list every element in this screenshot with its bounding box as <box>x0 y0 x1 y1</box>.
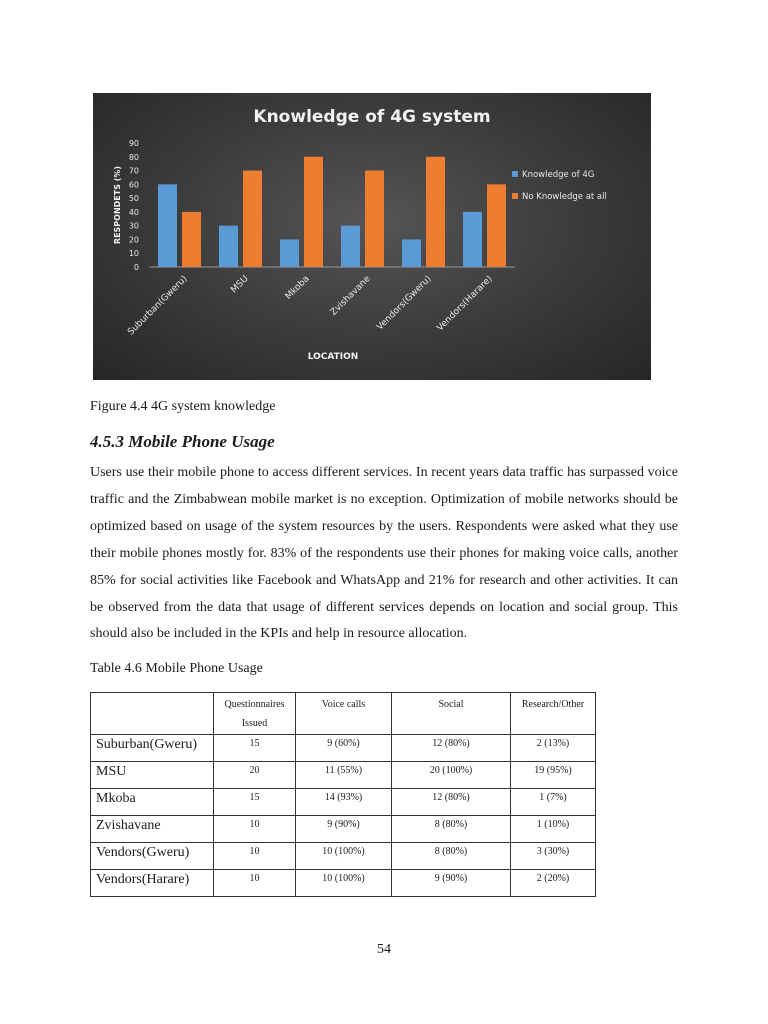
cell-voice: 10 (100%) <box>296 843 392 870</box>
bar <box>280 239 299 267</box>
y-tick-label: 40 <box>128 207 139 217</box>
table-row <box>91 843 596 870</box>
cell-voice: 9 (90%) <box>296 816 392 843</box>
y-tick-label: 50 <box>128 194 139 204</box>
cell-voice: 14 (93%) <box>296 789 392 816</box>
cell-questionnaires: 20 <box>214 762 296 789</box>
x-tick-label: Vendors(Harare) <box>435 274 495 334</box>
y-tick-label: 80 <box>128 152 139 162</box>
bar <box>402 239 421 267</box>
bar <box>365 171 384 267</box>
x-tick-label: Zvishavane <box>328 274 373 318</box>
cell-voice: 11 (55%) <box>296 762 392 789</box>
y-tick-label: 20 <box>128 235 139 245</box>
bar <box>341 226 360 267</box>
y-tick-label: 0 <box>133 263 139 272</box>
table-row <box>91 870 596 897</box>
header-voice-calls: Voice calls <box>296 693 392 735</box>
cell-research: 3 (30%) <box>511 843 596 870</box>
table-caption: Table 4.6 Mobile Phone Usage <box>90 661 263 676</box>
figure-caption: Figure 4.4 4G system knowledge <box>90 399 276 414</box>
bar <box>182 212 201 267</box>
y-axis-label: RESPONDETS (%) <box>113 165 122 245</box>
cell-research: 19 (95%) <box>511 762 596 789</box>
y-tick-label: 30 <box>128 221 139 231</box>
header-research: Research/Other <box>511 693 596 735</box>
chart-title: Knowledge of 4G system <box>253 107 491 127</box>
cell-location: Zvishavane <box>91 816 214 843</box>
cell-questionnaires: 15 <box>214 789 296 816</box>
y-tick-label: 90 <box>128 139 139 148</box>
header-social: Social <box>392 693 511 735</box>
cell-voice: 10 (100%) <box>296 870 392 897</box>
bar <box>304 157 323 267</box>
body-paragraph: Users use their mobile phone to access different services. In recent years data traffic has surpassed voice traffic and the Zimbabwean mobile market is no exception. Optimization of mobile networks should be optimized based on usage of the system resources by the users. Respondents were asked what they use their mobile phones mostly for. 83% of the respondents use their phones for making voice calls, another 85% for social activities like Facebook and WhatsApp and 21% for research and other activities. It can be observed from the data that usage of different services depends on location and social group. This should also be included in the KPIs and help in resource allocation. <box>90 465 678 642</box>
table-row <box>91 789 596 816</box>
legend-entry: Knowledge of 4G <box>522 170 595 180</box>
cell-questionnaires: 10 <box>214 843 296 870</box>
page-number: 54 <box>377 942 391 957</box>
cell-location: Vendors(Gweru) <box>91 843 214 870</box>
legend-swatch <box>512 171 518 177</box>
cell-voice: 9 (60%) <box>296 735 392 762</box>
table-header-row <box>91 693 596 735</box>
x-tick-label: MSU <box>229 274 251 296</box>
y-tick-label: 10 <box>128 249 139 259</box>
x-tick-label: Vendors(Gweru) <box>375 274 434 333</box>
cell-location: Vendors(Harare) <box>91 870 214 897</box>
chart-canvas <box>93 93 651 380</box>
table-row <box>91 762 596 789</box>
table-row <box>91 735 596 762</box>
bar <box>426 157 445 267</box>
cell-location: MSU <box>91 762 214 789</box>
cell-location: Suburban(Gweru) <box>91 735 214 762</box>
cell-social: 12 (80%) <box>392 789 511 816</box>
cell-research: 2 (20%) <box>511 870 596 897</box>
cell-social: 8 (80%) <box>392 843 511 870</box>
section-heading: 4.5.3 Mobile Phone Usage <box>90 432 275 451</box>
cell-research: 1 (10%) <box>511 816 596 843</box>
header-questionnaires: Questionnaires Issued <box>214 693 296 735</box>
cell-social: 12 (80%) <box>392 735 511 762</box>
cell-social: 20 (100%) <box>392 762 511 789</box>
cell-questionnaires: 15 <box>214 735 296 762</box>
bar <box>463 212 482 267</box>
knowledge-4g-chart <box>93 93 651 380</box>
cell-research: 2 (13%) <box>511 735 596 762</box>
x-axis-label: LOCATION <box>307 352 359 362</box>
bar <box>158 184 177 267</box>
cell-social: 9 (90%) <box>392 870 511 897</box>
cell-questionnaires: 10 <box>214 816 296 843</box>
y-tick-label: 60 <box>128 180 139 190</box>
bar <box>219 226 238 267</box>
x-tick-label: Mkoba <box>283 274 312 302</box>
cell-research: 1 (7%) <box>511 789 596 816</box>
table-row <box>91 816 596 843</box>
header-location <box>91 693 214 735</box>
cell-questionnaires: 10 <box>214 870 296 897</box>
legend-entry: No Knowledge at all <box>522 192 607 202</box>
legend-swatch <box>512 193 518 199</box>
y-tick-label: 70 <box>128 166 139 176</box>
bar <box>243 171 262 267</box>
cell-social: 8 (80%) <box>392 816 511 843</box>
cell-location: Mkoba <box>91 789 214 816</box>
mobile-phone-usage-table <box>90 692 596 897</box>
x-tick-label: Suburban(Gweru) <box>126 274 190 338</box>
bar <box>487 184 506 267</box>
